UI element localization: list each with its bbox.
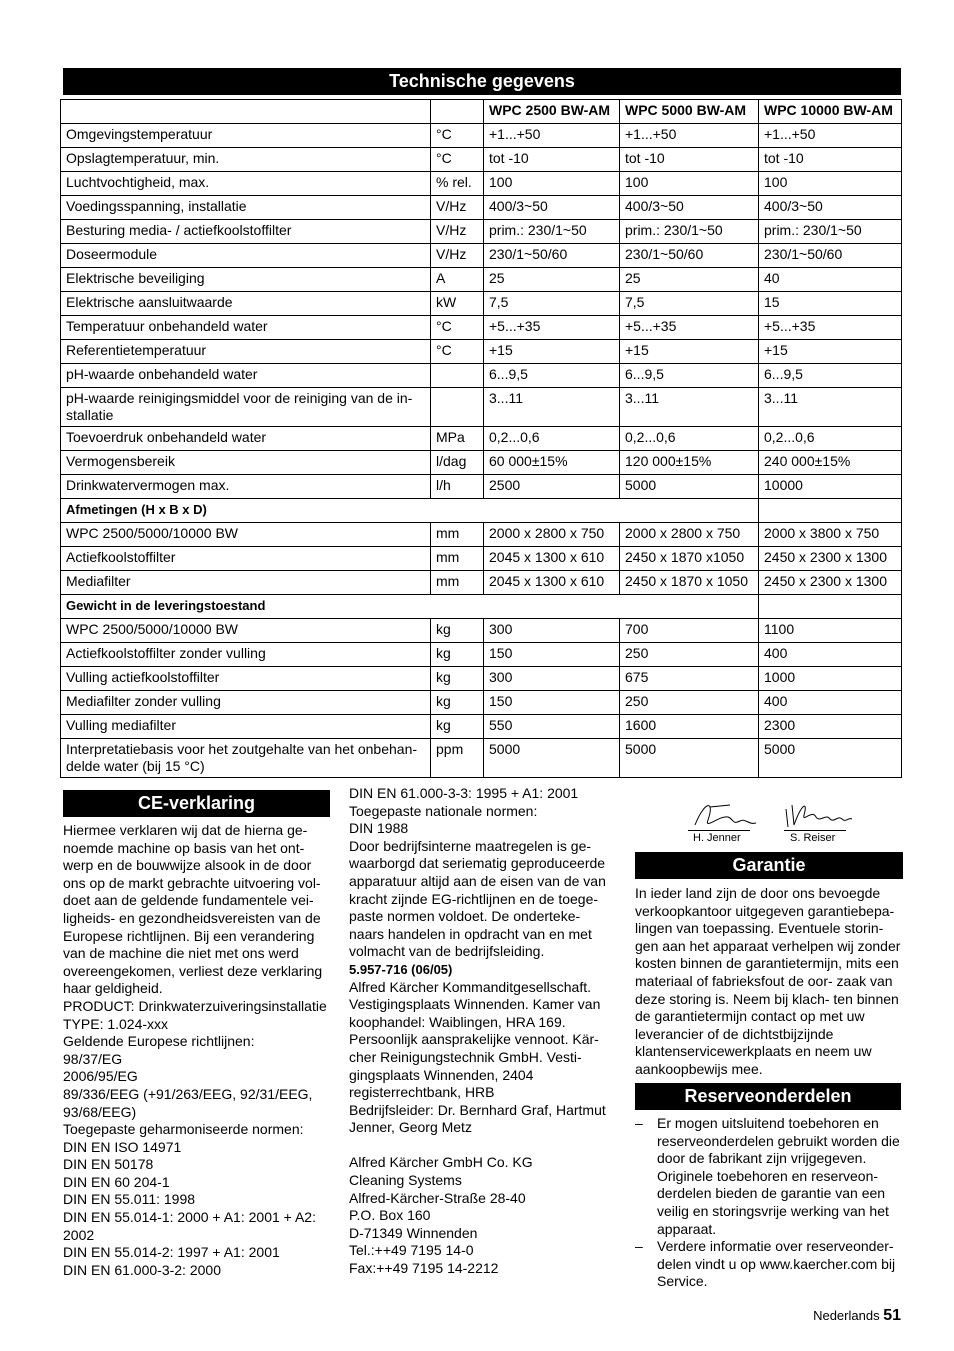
value-cell: 10000 — [759, 475, 902, 499]
value-cell: 100 — [759, 172, 902, 196]
value-cell: 3...11 — [620, 388, 759, 427]
value-cell: 300 — [484, 619, 620, 643]
ce-norm: DIN EN 61.000-3-2: 2000 — [63, 1261, 221, 1278]
ce-norm: DIN EN 55.014-2: 1997 + A1: 2001 — [63, 1244, 280, 1261]
table-row — [61, 316, 902, 340]
value-cell: 2450 x 1870 x 1050 — [620, 571, 759, 595]
unit-cell: V/Hz — [431, 220, 484, 244]
value-cell: 60 000±15% — [484, 451, 620, 475]
value-cell: 100 — [484, 172, 620, 196]
tech-data-heading: Technische gegevens — [63, 68, 901, 95]
table-section-row — [61, 595, 902, 619]
ce-directive: 98/37/EG — [63, 1050, 123, 1067]
ce-column-1 — [63, 822, 333, 1279]
doc-number: 5.957-716 (06/05) — [349, 961, 453, 977]
ce-product: PRODUCT: Drinkwaterzuiveringsinstallatie — [63, 997, 327, 1014]
ce-statement: Door bedrijfsinterne maatregelen is ge- waarborgd dat seriematig geproduceerde apparatuur altijd aan de eisen van de van kracht zijnde EG-richtlijnen en de toege- paste normen voldoet. De onderteke- naars handelen in opdracht van en met volmacht van de bedrijfsleiding. — [349, 837, 606, 960]
table-row — [61, 364, 902, 388]
table-row — [61, 571, 902, 595]
value-cell: 400/3~50 — [484, 196, 620, 220]
value-cell: 0,2...0,6 — [759, 427, 902, 451]
section-label: Gewicht in de leveringstoestand — [61, 595, 759, 619]
table-row — [61, 268, 902, 292]
value-cell: +5...+35 — [620, 316, 759, 340]
ce-norm: DIN EN 50178 — [63, 1156, 154, 1173]
value-cell: +1...+50 — [484, 124, 620, 148]
value-cell: prim.: 230/1~50 — [484, 220, 620, 244]
value-cell: 5000 — [620, 739, 759, 778]
parameter-label: pH-waarde reinigingsmiddel voor de reiniging van de in- stallatie — [61, 388, 431, 427]
value-cell: 25 — [620, 268, 759, 292]
ce-column-2 — [349, 785, 615, 1278]
unit-cell: MPa — [431, 427, 484, 451]
page-number: 51 — [883, 1307, 901, 1324]
value-cell: 2450 x 2300 x 1300 — [759, 547, 902, 571]
ce-norm: DIN EN 55.014-1: 2000 + A1: 2001 + A2: 2002 — [63, 1209, 316, 1243]
ce-norm: DIN EN ISO 14971 — [63, 1138, 182, 1155]
ce-norm: DIN EN 61.000-3-3: 1995 + A1: 2001 — [349, 785, 579, 801]
tech-data-table — [60, 99, 902, 778]
signature-name: S. Reiser — [790, 832, 836, 844]
ce-directive: 2006/95/EG — [63, 1068, 138, 1085]
ce-directive: 89/336/EEG (+91/263/EEG, 92/31/EEG, 93/68/EEG) — [63, 1085, 313, 1120]
unit-cell: °C — [431, 316, 484, 340]
unit-cell: kW — [431, 292, 484, 316]
parameter-label: Interpretatiebasis voor het zoutgehalte van het onbehan- delde water (bij 15 °C) — [61, 739, 431, 778]
value-cell: +15 — [484, 340, 620, 364]
value-cell: prim.: 230/1~50 — [620, 220, 759, 244]
header-empty-cell — [61, 100, 431, 124]
value-cell: 7,5 — [620, 292, 759, 316]
value-cell: +15 — [759, 340, 902, 364]
page-footer — [780, 1307, 901, 1325]
unit-cell: °C — [431, 148, 484, 172]
reserve-item-text: Verdere informatie over reserveonder- delen vindt u op www.kaercher.com bij Service. — [657, 1238, 896, 1290]
value-cell: 400/3~50 — [759, 196, 902, 220]
dash-bullet: – — [635, 1115, 643, 1131]
address-line: D-71349 Winnenden — [349, 1224, 478, 1241]
value-cell: 2000 x 3800 x 750 — [759, 523, 902, 547]
table-row — [61, 547, 902, 571]
value-cell: 550 — [484, 715, 620, 739]
ce-intro: Hiermee verklaren wij dat de hierna ge- noemde machine op basis van het ont- werp en de bouwwijze alsook in de door ons op de markt gebrachte uitvoering vol- doet aan de geldende fundamentele vei- ligheids- en gezondheidsvereisten van de Europese richtlijnen. Bij een verandering van de machine die niet met ons werd overeengekomen, verliest deze verklaring haar geldigheid. — [63, 822, 323, 997]
unit-cell: kg — [431, 691, 484, 715]
value-cell: tot -10 — [759, 148, 902, 172]
parameter-label: Besturing media- / actiefkoolstoffilter — [61, 220, 431, 244]
unit-cell: mm — [431, 523, 484, 547]
table-row — [61, 475, 902, 499]
table-row — [61, 148, 902, 172]
value-cell: 400 — [759, 643, 902, 667]
value-cell: 0,2...0,6 — [484, 427, 620, 451]
header-empty-cell — [431, 100, 484, 124]
value-cell: 2000 x 2800 x 750 — [620, 523, 759, 547]
ce-national-norms-label: Toegepaste nationale normen: — [349, 802, 538, 819]
company-text: Alfred Kärcher Kommanditgesellschaft. Vestigingsplaats Winnenden. Kamer van koophandel: Waiblingen, HRA 169. Persoonlijk aansprakelijke vennoot. Kär- cher Reinigungstechnik GmbH. Vesti- gingsplaats Winnenden, 2404 registerrechtbank, HRB — [349, 978, 601, 1101]
value-cell: +1...+50 — [620, 124, 759, 148]
footer-language: Nederlands — [813, 1308, 880, 1323]
ce-type: TYPE: 1.024-xxx — [63, 1015, 169, 1032]
table-row — [61, 340, 902, 364]
unit-cell: kg — [431, 667, 484, 691]
unit-cell: kg — [431, 619, 484, 643]
parameter-label: WPC 2500/5000/10000 BW — [61, 523, 431, 547]
value-cell: 5000 — [620, 475, 759, 499]
signature-reiser — [782, 795, 862, 835]
parameter-label: WPC 2500/5000/10000 BW — [61, 619, 431, 643]
parameter-label: Voedingsspanning, installatie — [61, 196, 431, 220]
parameter-label: pH-waarde onbehandeld water — [61, 364, 431, 388]
model-header: WPC 5000 BW-AM — [620, 100, 759, 124]
parameter-label: Referentietemperatuur — [61, 340, 431, 364]
value-cell: 6...9,5 — [484, 364, 620, 388]
table-row — [61, 715, 902, 739]
parameter-label: Actiefkoolstoffilter zonder vulling — [61, 643, 431, 667]
parameter-label: Drinkwatervermogen max. — [61, 475, 431, 499]
value-cell: +5...+35 — [484, 316, 620, 340]
garantie-text: In ieder land zijn de door ons bevoegde verkoopkantoor uitgegeven garantiebepa- lingen van toepassing. Eventuele storin- gen aan het apparaat verhelpen wij zonder kosten binnen de garantietermijn, mits een materiaal of fabrieksfout de oor- zaak van deze storing is. Neem bij klach- ten binnen de garantietermijn contact op met uw leverancier of de dichtstbijzijnde klantenservicewerkplaats en neem uw aankoopbewijs mee. — [635, 885, 901, 1077]
value-cell: 2045 x 1300 x 610 — [484, 547, 620, 571]
table-row — [61, 619, 902, 643]
table-row — [61, 244, 902, 268]
parameter-label: Vermogensbereik — [61, 451, 431, 475]
unit-cell: mm — [431, 547, 484, 571]
table-row — [61, 427, 902, 451]
table-row — [61, 124, 902, 148]
address-line: Fax:++49 7195 14-2212 — [349, 1260, 499, 1277]
value-cell: +15 — [620, 340, 759, 364]
reserve-list — [635, 1115, 903, 1291]
ce-heading: CE-verklaring — [63, 790, 330, 817]
value-cell: 40 — [759, 268, 902, 292]
model-header: WPC 2500 BW-AM — [484, 100, 620, 124]
reserve-item — [635, 1238, 903, 1291]
address-line: Tel.:++49 7195 14-0 — [349, 1242, 474, 1259]
parameter-label: Opslagtemperatuur, min. — [61, 148, 431, 172]
section-label: Afmetingen (H x B x D) — [61, 499, 759, 523]
empty-cell — [759, 499, 902, 523]
value-cell: 250 — [620, 643, 759, 667]
value-cell: 2300 — [759, 715, 902, 739]
value-cell: 1600 — [620, 715, 759, 739]
value-cell: 675 — [620, 667, 759, 691]
table-row — [61, 292, 902, 316]
unit-cell: l/dag — [431, 451, 484, 475]
value-cell: 2450 x 2300 x 1300 — [759, 571, 902, 595]
value-cell: +5...+35 — [759, 316, 902, 340]
table-row — [61, 667, 902, 691]
parameter-label: Elektrische beveiliging — [61, 268, 431, 292]
parameter-label: Omgevingstemperatuur — [61, 124, 431, 148]
value-cell: 5000 — [484, 739, 620, 778]
reserve-item-text: Er mogen uitsluitend toebehoren en reserveonderdelen gebruikt worden die door de fabrikant zijn vrijgegeven. Originele toebehoren en reserveon- derdelen bieden de garantie van een veilig en storingsvrije werking van het apparaat. — [657, 1115, 900, 1237]
table-row — [61, 523, 902, 547]
value-cell: 6...9,5 — [759, 364, 902, 388]
value-cell: 7,5 — [484, 292, 620, 316]
value-cell: 6...9,5 — [620, 364, 759, 388]
ce-norms-label: Toegepaste geharmoniseerde normen: — [63, 1121, 304, 1138]
signature-line — [688, 830, 750, 831]
table-row — [61, 388, 902, 427]
value-cell: 150 — [484, 643, 620, 667]
table-row — [61, 691, 902, 715]
value-cell: tot -10 — [484, 148, 620, 172]
unit-cell: V/Hz — [431, 244, 484, 268]
value-cell: +1...+50 — [759, 124, 902, 148]
value-cell: 2450 x 1870 x1050 — [620, 547, 759, 571]
value-cell: 0,2...0,6 — [620, 427, 759, 451]
value-cell: 2045 x 1300 x 610 — [484, 571, 620, 595]
value-cell: 230/1~50/60 — [484, 244, 620, 268]
table-row — [61, 451, 902, 475]
signature-name: H. Jenner — [693, 832, 741, 844]
address-line: Alfred-Kärcher-Straße 28-40 — [349, 1189, 526, 1206]
parameter-label: Elektrische aansluitwaarde — [61, 292, 431, 316]
table-section-row — [61, 499, 902, 523]
table-row — [61, 739, 902, 778]
unit-cell: kg — [431, 643, 484, 667]
parameter-label: Doseermodule — [61, 244, 431, 268]
unit-cell: °C — [431, 124, 484, 148]
unit-cell: l/h — [431, 475, 484, 499]
signature-line — [784, 830, 846, 831]
table-row — [61, 196, 902, 220]
unit-cell: °C — [431, 340, 484, 364]
management: Bedrijfsleider: Dr. Bernhard Graf, Hartmut Jenner, Georg Metz — [349, 1101, 606, 1136]
value-cell: 2000 x 2800 x 750 — [484, 523, 620, 547]
value-cell: 3...11 — [759, 388, 902, 427]
empty-cell — [759, 595, 902, 619]
dash-bullet: – — [635, 1238, 643, 1255]
parameter-label: Mediafilter zonder vulling — [61, 691, 431, 715]
parameter-label: Actiefkoolstoffilter — [61, 547, 431, 571]
unit-cell — [431, 388, 484, 427]
address-line: Cleaning Systems — [349, 1172, 462, 1189]
reserve-item — [635, 1115, 903, 1238]
unit-cell: V/Hz — [431, 196, 484, 220]
value-cell: 250 — [620, 691, 759, 715]
address-line: Alfred Kärcher GmbH Co. KG — [349, 1154, 533, 1171]
unit-cell: A — [431, 268, 484, 292]
table-row — [61, 643, 902, 667]
parameter-label: Toevoerdruk onbehandeld water — [61, 427, 431, 451]
value-cell: 3...11 — [484, 388, 620, 427]
address-line: P.O. Box 160 — [349, 1207, 431, 1224]
parameter-label: Mediafilter — [61, 571, 431, 595]
table-header-row — [61, 100, 902, 124]
reserve-heading: Reserveonderdelen — [635, 1083, 901, 1110]
table-row — [61, 220, 902, 244]
garantie-heading: Garantie — [635, 852, 903, 879]
value-cell: 5000 — [759, 739, 902, 778]
ce-norm: DIN EN 55.011: 1998 — [63, 1191, 196, 1208]
value-cell: 120 000±15% — [620, 451, 759, 475]
value-cell: 300 — [484, 667, 620, 691]
ce-norm: DIN EN 60 204-1 — [63, 1173, 170, 1190]
parameter-label: Vulling actiefkoolstoffilter — [61, 667, 431, 691]
model-header: WPC 10000 BW-AM — [759, 100, 902, 124]
value-cell: tot -10 — [620, 148, 759, 172]
table-row — [61, 172, 902, 196]
parameter-label: Luchtvochtigheid, max. — [61, 172, 431, 196]
unit-cell: mm — [431, 571, 484, 595]
value-cell: 240 000±15% — [759, 451, 902, 475]
value-cell: 1100 — [759, 619, 902, 643]
unit-cell: % rel. — [431, 172, 484, 196]
signature-jenner — [690, 795, 770, 835]
parameter-label: Temperatuur onbehandeld water — [61, 316, 431, 340]
value-cell: 400 — [759, 691, 902, 715]
value-cell: 25 — [484, 268, 620, 292]
unit-cell — [431, 364, 484, 388]
value-cell: 2500 — [484, 475, 620, 499]
unit-cell: ppm — [431, 739, 484, 778]
value-cell: 230/1~50/60 — [620, 244, 759, 268]
value-cell: 15 — [759, 292, 902, 316]
value-cell: 230/1~50/60 — [759, 244, 902, 268]
value-cell: 1000 — [759, 667, 902, 691]
value-cell: 700 — [620, 619, 759, 643]
value-cell: 150 — [484, 691, 620, 715]
value-cell: prim.: 230/1~50 — [759, 220, 902, 244]
unit-cell: kg — [431, 715, 484, 739]
ce-norm: DIN 1988 — [349, 820, 409, 837]
ce-directives-label: Geldende Europese richtlijnen: — [63, 1033, 255, 1050]
value-cell: 400/3~50 — [620, 196, 759, 220]
parameter-label: Vulling mediafilter — [61, 715, 431, 739]
value-cell: 100 — [620, 172, 759, 196]
